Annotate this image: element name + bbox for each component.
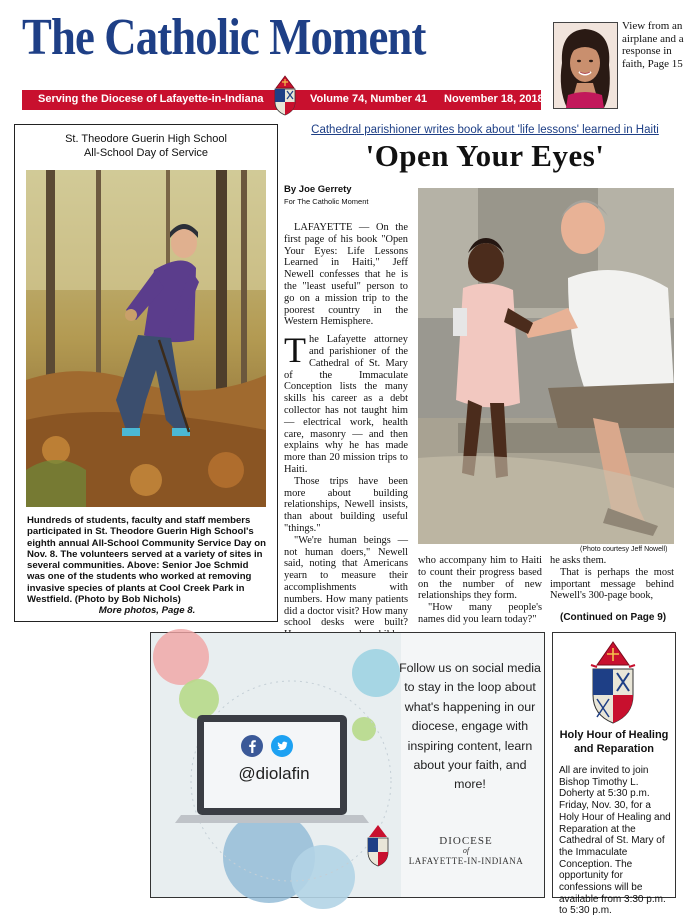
story-paragraph: "We're human beings — not human doers," Newell said, noting that Americans yearn to measure their accomplishments with numbers. How many patients did a doctor visit? How many school desks were built? (284, 534, 408, 629)
story-column-2 (418, 555, 542, 625)
social-handle[interactable]: @diolafin (238, 764, 310, 783)
photo-credit: (Photo courtesy Jeff Nowell) (580, 546, 668, 553)
holy-hour-body: All are invited to join Bishop Timothy L. Doherty at 5:30 p.m. Friday, Nov. 30, for a Holy Hour of Healing and Reparation at the Cathedral of St. Mary of the Immaculate Conception. The opportunity for confessions will be available from 3:30 p.m. to 5:30 p.m. (559, 765, 671, 917)
teaser-portrait[interactable] (553, 22, 618, 109)
diocese-wordmark: DIOCESE of LAFAYETTE-IN-INDIANA (408, 835, 524, 866)
volume-number: Volume 74, Number 41 (310, 93, 428, 105)
holy-hour-title[interactable]: Holy Hour of Healing and Reparation (559, 729, 669, 755)
holy-hour-box (552, 632, 676, 917)
story-paragraph: who accompany him to Haiti to count their progress based on the number of new relationships they form. (418, 555, 542, 602)
diocese-crest-icon (272, 74, 298, 116)
service-day-feature (14, 124, 278, 622)
story-paragraph: "How many people's names did you learn today?" (418, 602, 542, 625)
drop-cap: T (284, 330, 306, 371)
feature-heading-line2: All-School Day of Service (83, 147, 209, 159)
volunteer-photo (26, 170, 266, 507)
social-media-ad[interactable] (150, 632, 545, 898)
ad-text: Follow us on social media to stay in the loop about what's happening in our diocese, engage with inspiring content, learn about your faith, and more! (399, 661, 541, 792)
teaser-text[interactable]: View from an airplane and a response in faith, Page 15 (622, 20, 684, 70)
story-column-1 (284, 222, 408, 629)
story-kicker[interactable]: Cathedral parishioner writes book about 'life lessons' learned in Haiti (311, 124, 659, 136)
photo-caption: Hundreds of students, faculty and staff members participated in St. Theodore Guerin High School's eighth annual All-School Community Service Day on Nov. 8. The volunteers served at a variety of sites in several communities. Above: Senior Joe Schmid was one of the students who worked at removing invasive species of plants at Cool Creek Park in Westfield. (Photo by Bob Nichols) (27, 515, 266, 606)
masthead-title: The Catholic Moment (22, 9, 426, 66)
twitter-icon[interactable] (271, 735, 293, 757)
story-paragraph: LAFAYETTE — On the first page of his book "Open Your Eyes: Life Lessons Learned in Haiti," Jeff Newell confesses that he is the "least useful" person to go on a mission trip to the poorest country in the Western Hemisphere. (284, 222, 408, 328)
story-paragraph: Those trips have been more about building relationships, Newell insists, than about building useful "things." (284, 475, 408, 534)
feature-heading-line1: St. Theodore Guerin High School (65, 133, 227, 145)
byline-organization: For The Catholic Moment (284, 197, 369, 206)
byline: By Joe Gerrety (284, 184, 352, 195)
haiti-photo (418, 188, 674, 544)
story-paragraph: he asks them. (550, 555, 607, 566)
story-column-3 (550, 555, 674, 605)
tagline: Serving the Diocese of Lafayette-in-Indiana (38, 93, 264, 105)
issue-date: November 18, 2018 (444, 93, 544, 105)
more-photos-link[interactable]: More photos, Page 8. (98, 605, 196, 617)
diocese-crest-icon (365, 823, 391, 867)
story-paragraph: he Lafayette attorney and parishioner of the Cathedral of St. Mary of the Immaculate Conception lists the many skills his career as a debt collector has not taught him — electrical work, health care, masonry — and then explains why he has made more than 20 mission trips to Haiti. (284, 334, 408, 475)
story-headline[interactable]: 'Open Your Eyes' (365, 138, 605, 173)
diocese-crest-icon (587, 639, 639, 725)
story-paragraph: That is perhaps the most important message behind Newell's 300-page book, (550, 566, 674, 602)
facebook-icon[interactable] (241, 735, 263, 757)
continued-link[interactable]: (Continued on Page 9) (560, 612, 667, 623)
